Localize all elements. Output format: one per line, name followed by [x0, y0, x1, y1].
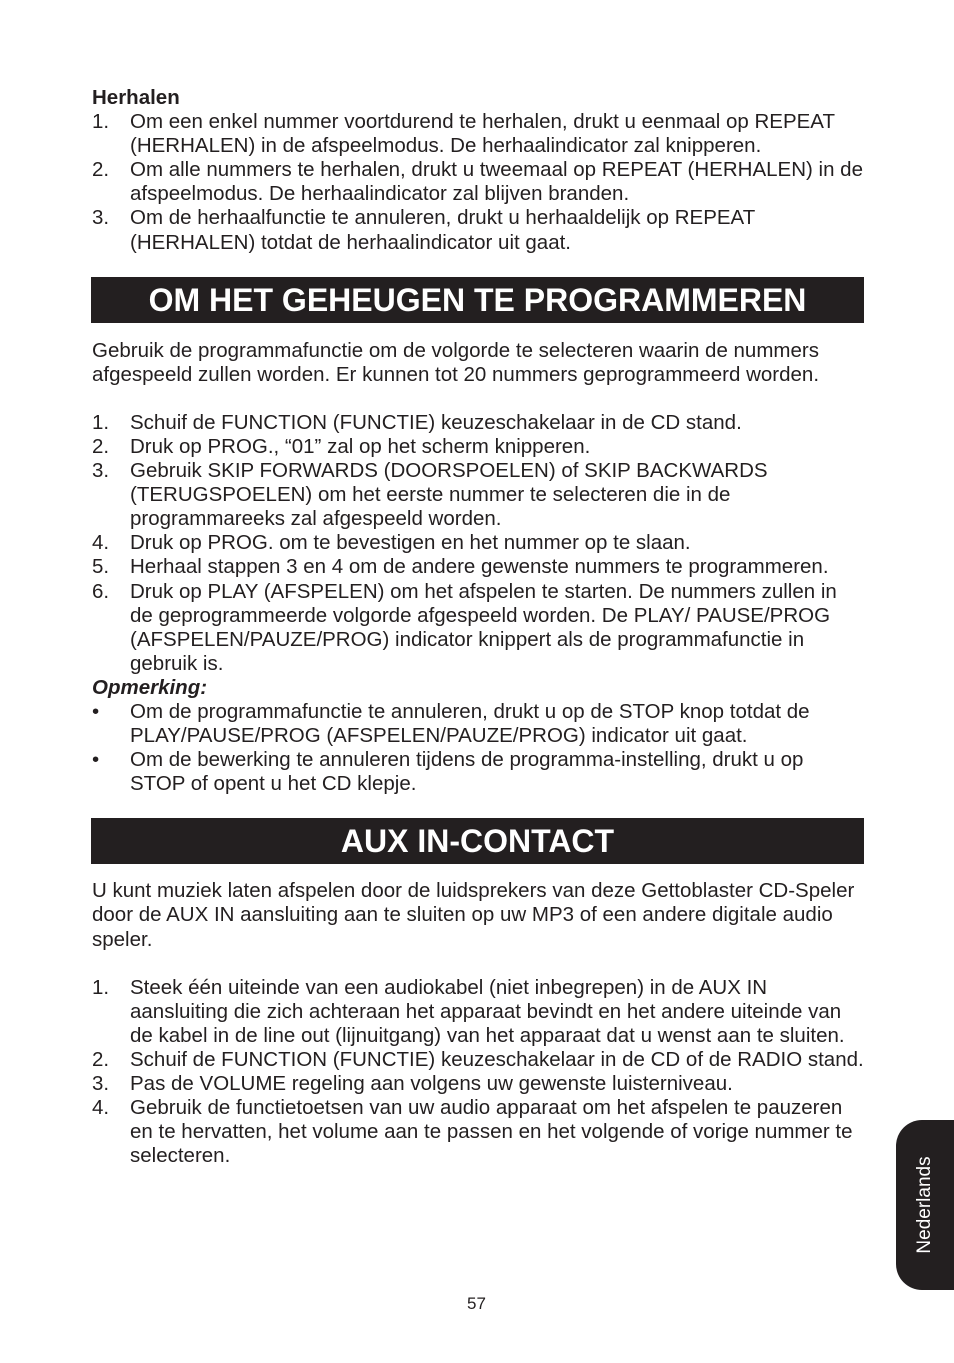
list-item: [92, 555, 864, 579]
item-text: Druk op PROG. om te bevestigen en het nummer op te slaan.: [130, 531, 691, 555]
item-text: Steek één uiteinde van een audiokabel (niet inbegrepen) in de AUX IN aansluiting die zich achteraan het apparaat bevindt en het andere uiteinde van de kabel in de line out (lijnuitgang) van het apparaat dat u wenst aan te sluiten.: [130, 975, 845, 1047]
item-text: Schuif de FUNCTION (FUNCTIE) keuzeschakelaar in de CD of de RADIO stand.: [130, 1047, 864, 1071]
bullet: •: [92, 699, 100, 723]
page-number: 57: [467, 1294, 486, 1313]
item-number: 2.: [92, 434, 110, 458]
list-item: [92, 110, 864, 158]
list-item: [92, 158, 864, 206]
list-item: [92, 1096, 864, 1168]
list-item: [92, 531, 864, 555]
item-text: Om de bewerking te annuleren tijdens de programma-instelling, drukt u op STOP of opent u het CD klepje.: [130, 748, 804, 796]
list-item: [92, 1048, 864, 1072]
item-number: 5.: [92, 555, 110, 579]
program-steps: [92, 411, 864, 676]
list-item: [92, 411, 864, 435]
note-list: [92, 700, 864, 796]
item-number: 3.: [92, 1072, 110, 1095]
item-number: 4.: [92, 531, 110, 555]
item-text: Gebruik SKIP FORWARDS (DOORSPOELEN) of SKIP BACKWARDS (TERUGSPOELEN) om het eerste nummer te selecteren die in de programmareeks zal afgespeeld worden.: [130, 459, 768, 531]
aux-steps: [92, 976, 864, 1169]
list-item: [92, 748, 864, 796]
item-text: Om de programmafunctie te annuleren, drukt u op de STOP knop totdat de PLAY/PAUSE/PROG (AFSPELEN/PAUZE/PROG) indicator uit gaat.: [130, 699, 810, 748]
item-number: 2.: [92, 158, 110, 182]
note-heading: Opmerking:: [92, 675, 208, 699]
item-number: 4.: [92, 1096, 110, 1120]
list-item: [92, 1072, 864, 1096]
item-number: 1.: [92, 110, 110, 134]
list-item: [92, 206, 864, 254]
item-text: Om een enkel nummer voortdurend te herhalen, drukt u eenmaal op REPEAT (HERHALEN) in de afspeelmodus. De herhaalindicator zal knipperen.: [130, 110, 835, 158]
aux-section-title: AUX IN-CONTACT: [91, 818, 864, 864]
item-text: Gebruik de functietoetsen van uw audio apparaat om het afspelen te pauzeren en te hervatten, het volume aan te passen en het volgende of vorige nummer te selecteren.: [130, 1096, 853, 1168]
item-text: Druk op PLAY (AFSPELEN) om het afspelen te starten. De nummers zullen in de geprogrammeerde volgorde afgespeeld worden. De PLAY/ PAUSE/PROG (AFSPELEN/PAUZE/PROG) indicator knippert als de programmafunctie in gebruik is.: [130, 579, 837, 675]
program-intro: Gebruik de programmafunctie om de volgorde te selecteren waarin de nummers afgespeeld zullen worden. Er kunnen tot 20 nummers geprogrammeerd worden.: [92, 338, 820, 386]
language-tab: [896, 1120, 954, 1290]
aux-intro: U kunt muziek laten afspelen door de luidsprekers van deze Gettoblaster CD-Speler door de AUX IN aansluiting aan te sluiten op uw MP3 of een andere digitale audio speler.: [92, 879, 855, 951]
spacer: [92, 387, 864, 411]
repeat-heading: Herhalen: [92, 86, 180, 109]
item-text: Om alle nummers te herhalen, drukt u tweemaal op REPEAT (HERHALEN) in de afspeelmodus. De herhaalindicator zal blijven branden.: [130, 158, 863, 206]
list-item: [92, 580, 864, 676]
program-section-title: OM HET GEHEUGEN TE PROGRAMMEREN: [91, 277, 864, 323]
item-text: Herhaal stappen 3 en 4 om de andere gewenste nummers te programmeren.: [130, 555, 829, 579]
language-tab-label: Nederlands: [914, 1156, 935, 1254]
list-item: [92, 700, 864, 748]
item-number: 1.: [92, 410, 110, 434]
item-text: Om de herhaalfunctie te annuleren, drukt u herhaaldelijk op REPEAT (HERHALEN) totdat de herhaalindicator uit gaat.: [130, 206, 755, 254]
list-item: [92, 976, 864, 1048]
item-number: 3.: [92, 459, 110, 483]
repeat-list: [92, 110, 864, 255]
page-content: [92, 86, 864, 1168]
list-item: [92, 459, 864, 531]
item-number: 3.: [92, 206, 110, 230]
item-text: Pas de VOLUME regeling aan volgens uw gewenste luisterniveau.: [130, 1072, 733, 1095]
spacer: [92, 952, 864, 976]
item-text: Schuif de FUNCTION (FUNCTIE) keuzeschakelaar in de CD stand.: [130, 410, 742, 434]
item-number: 6.: [92, 579, 110, 603]
item-number: 2.: [92, 1047, 110, 1071]
bullet: •: [92, 748, 100, 772]
list-item: [92, 435, 864, 459]
item-number: 1.: [92, 975, 110, 999]
item-text: Druk op PROG., “01” zal op het scherm knipperen.: [130, 434, 591, 458]
